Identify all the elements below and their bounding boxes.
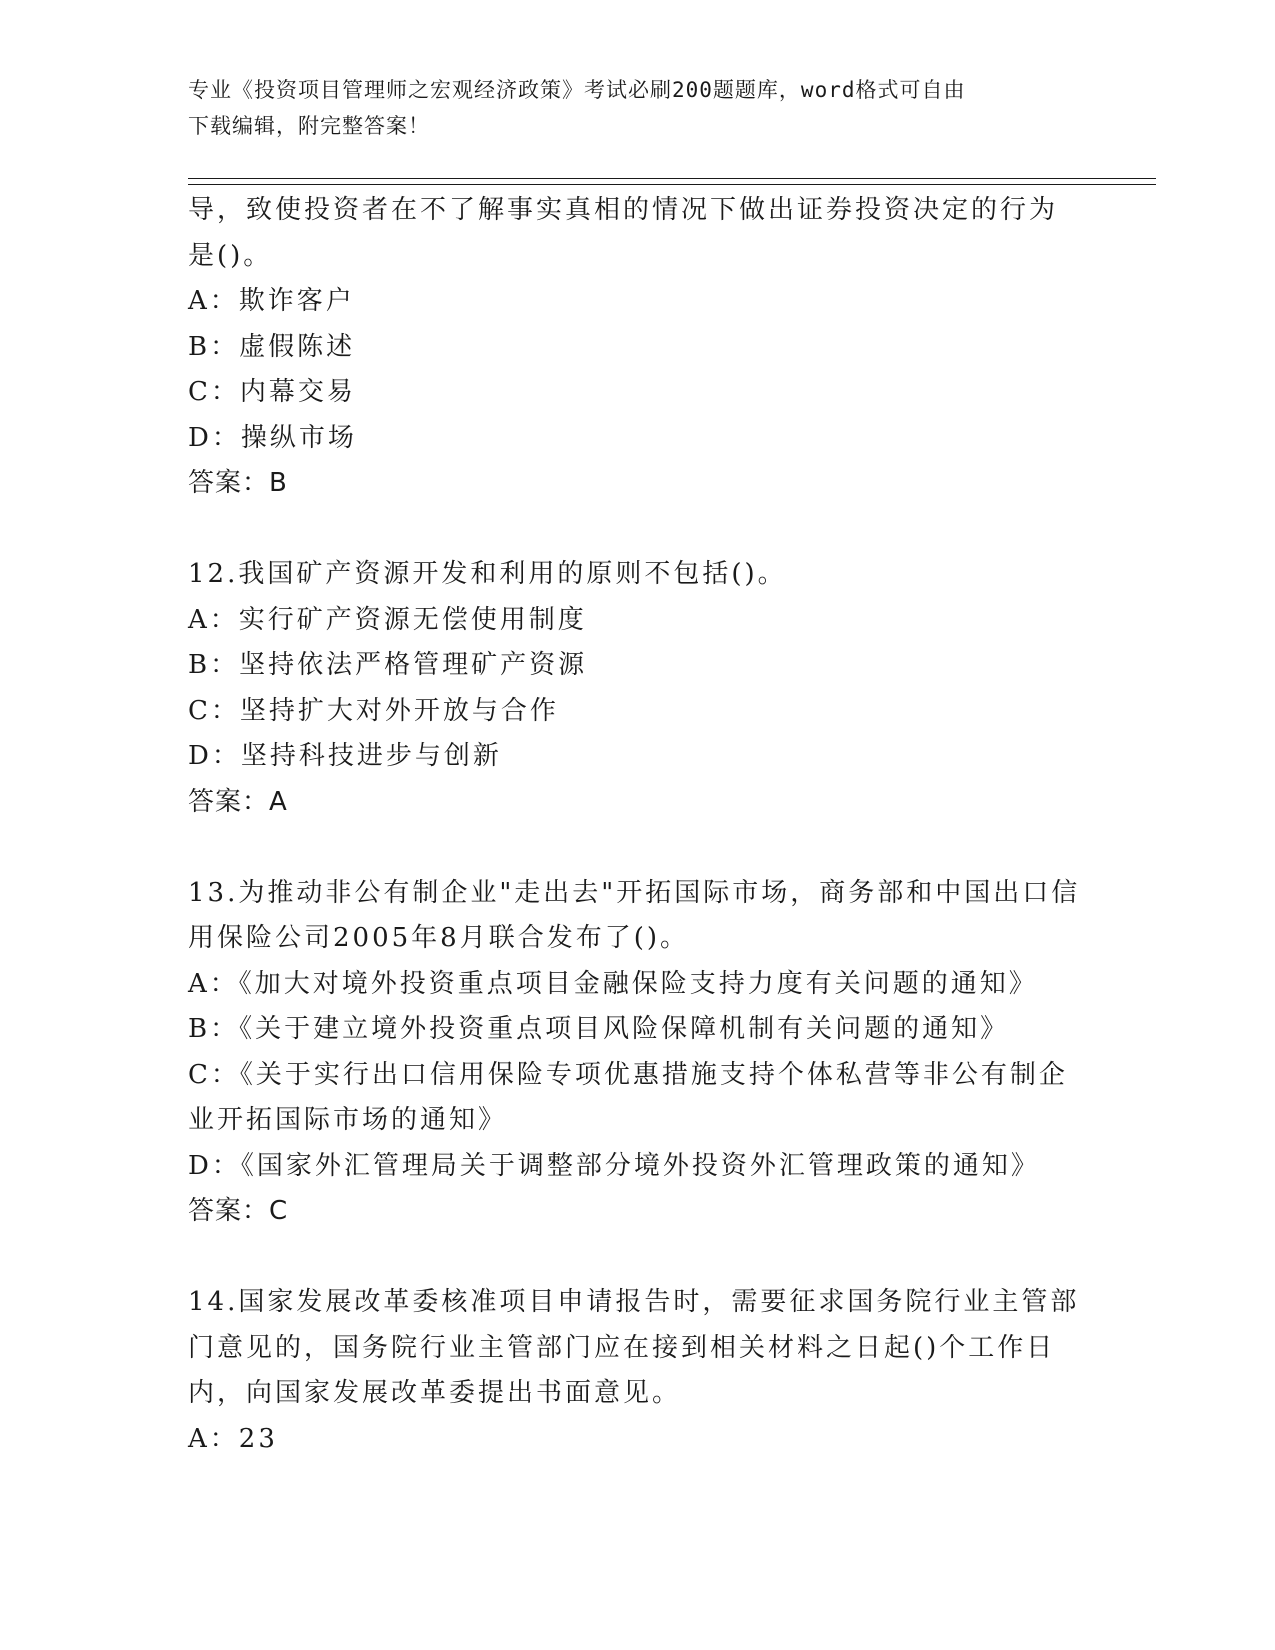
document-header [188, 72, 1088, 144]
option-b: B：虚假陈述 [188, 331, 356, 362]
question-12 [188, 552, 1088, 825]
answer: 答案：A [188, 786, 288, 817]
question-14 [188, 1280, 1088, 1462]
header-divider-bottom [188, 184, 1156, 185]
spacer [188, 507, 1088, 553]
document-body [188, 188, 1088, 1462]
question-stem: 是()。 [188, 240, 273, 271]
answer: 答案：C [188, 1196, 289, 1226]
header-line-1: 专业《投资项目管理师之宏观经济政策》考试必刷200题题库，word格式可自由 [188, 78, 966, 102]
option-a: A：23 [188, 1423, 278, 1454]
question-11 [188, 188, 1088, 507]
spacer [188, 1235, 1088, 1281]
option-c: C：《关于实行出口信用保险专项优惠措施支持个体私营等非公有制企 [188, 1059, 1068, 1090]
option-a: A：实行矿产资源无偿使用制度 [188, 604, 587, 635]
option-d: D：《国家外汇管理局关于调整部分境外投资外汇管理政策的通知》 [188, 1150, 1040, 1181]
option-d: D：坚持科技进步与创新 [188, 741, 502, 771]
option-a: A：《加大对境外投资重点项目金融保险支持力度有关问题的通知》 [188, 968, 1038, 999]
header-divider-top [188, 178, 1156, 179]
option-b: B：坚持依法严格管理矿产资源 [188, 650, 588, 680]
option-c: C：坚持扩大对外开放与合作 [188, 695, 559, 726]
header-line-2: 下载编辑，附完整答案！ [188, 114, 430, 138]
question-stem: 门意见的，国务院行业主管部门应在接到相关材料之日起()个工作日 [188, 1332, 1056, 1363]
answer: 答案：B [188, 468, 288, 498]
option-a: A：欺诈客户 [188, 286, 355, 316]
question-stem: 12.我国矿产资源开发和利用的原则不包括()。 [188, 559, 787, 589]
question-stem: 14.国家发展改革委核准项目申请报告时，需要征求国务院行业主管部 [188, 1287, 1080, 1317]
question-stem: 13.为推动非公有制企业"走出去"开拓国际市场，商务部和中国出口信 [188, 877, 1081, 908]
option-d: D：操纵市场 [188, 422, 357, 453]
option-c: C：内幕交易 [188, 377, 356, 407]
question-13 [188, 871, 1088, 1235]
question-stem: 内，向国家发展改革委提出书面意见。 [188, 1378, 682, 1408]
option-b: B：《关于建立境外投资重点项目风险保障机制有关问题的通知》 [188, 1014, 1010, 1044]
spacer [188, 825, 1088, 871]
question-stem: 用保险公司2005年8月联合发布了()。 [188, 923, 689, 953]
option-c: 业开拓国际市场的通知》 [188, 1105, 508, 1135]
question-stem: 导，致使投资者在不了解事实真相的情况下做出证券投资决定的行为 [188, 195, 1059, 225]
